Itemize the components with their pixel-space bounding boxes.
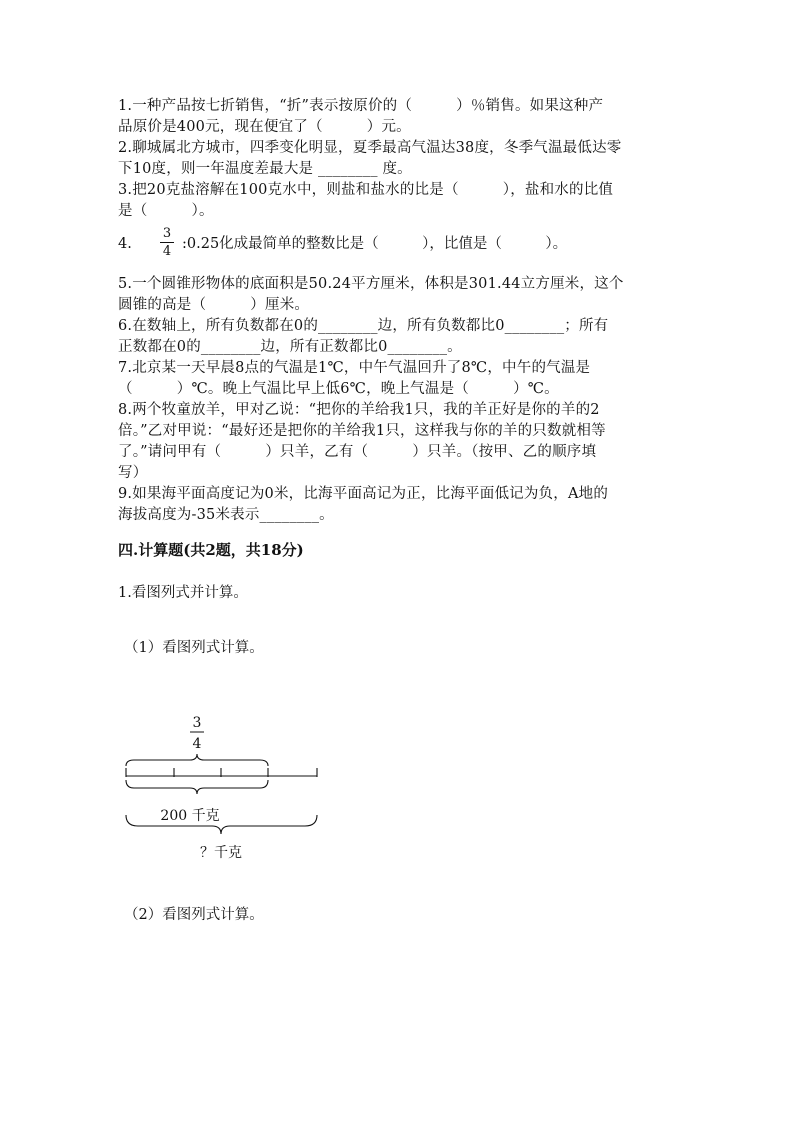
- question-4-fraction-denominator: 4: [162, 244, 172, 259]
- question-4-fraction-numerator: 3: [162, 226, 172, 241]
- question-2-line-1: 2.聊城属北方城市，四季变化明显，夏季最高气温达38度，冬季气温最低达零: [118, 140, 622, 156]
- diagram-fraction-denominator: 4: [192, 736, 202, 752]
- subquestion-2-label: （2）看图列式计算。: [124, 907, 264, 923]
- top-brace: [126, 754, 268, 766]
- known-weight-label: 200 千克: [160, 808, 220, 824]
- question-8-line-2: 倍。”乙对甲说：“最好还是把你的羊给我1只，这样我与你的羊的只数就相等: [118, 423, 606, 439]
- question-9-line-1: 9.如果海平面高度记为0米，比海平面高记为正，比海平面低记为负，A地的: [118, 486, 609, 502]
- question-8-line-1: 8.两个牧童放羊，甲对乙说：“把你的羊给我1只，我的羊正好是你的羊的2: [118, 402, 600, 418]
- subquestion-1-label: （1）看图列式计算。: [124, 640, 264, 656]
- diagram-fraction-numerator: 3: [192, 715, 202, 731]
- question-4-text: :0.25化成最简单的整数比是（ ），比值是（ ）。: [182, 236, 568, 252]
- question-3-line-1: 3.把20克盐溶解在100克水中，则盐和盐水的比是（ ），盐和水的比值: [118, 182, 614, 198]
- question-6-line-2: 正数都在0的________边，所有正数都比0________。: [118, 339, 462, 355]
- question-5-line-1: 5.一个圆锥形物体的底面积是50.24平方厘米，体积是301.44立方厘米，这个: [118, 276, 624, 292]
- bottom-brace: [126, 815, 317, 834]
- question-8-line-3: 了。”请问甲有（ ）只羊，乙有（ ）只羊。（按甲、乙的顺序填: [118, 444, 597, 460]
- question-3-line-2: 是（ ）。: [118, 203, 214, 219]
- question-2-line-2: 下10度，则一年温度差最大是 ________ 度。: [118, 161, 412, 177]
- question-4-number: 4.: [118, 236, 132, 252]
- question-1-line-1: 1.一种产品按七折销售，“折”表示按原价的（ ）％销售。如果这种产: [118, 98, 604, 114]
- question-6-line-1: 6.在数轴上，所有负数都在0的________边，所有负数都比0________；所有: [118, 318, 609, 334]
- question-8-line-4: 写）: [118, 465, 148, 481]
- section-4-intro: 1.看图列式并计算。: [118, 585, 248, 601]
- question-9-line-2: 海拔高度为-35米表示________。: [118, 507, 334, 523]
- middle-brace: [126, 780, 268, 794]
- question-1-line-2: 品原价是400元，现在便宜了（ ）元。: [118, 119, 411, 135]
- unknown-weight-label: ？千克: [200, 845, 242, 861]
- question-5-line-2: 圆锥的高是（ ）厘米。: [118, 297, 310, 313]
- section-4-heading: 四.计算题(共2题，共18分): [118, 541, 304, 559]
- question-7-line-1: 7.北京某一天早晨8点的气温是1℃，中午气温回升了8℃，中午的气温是: [118, 360, 591, 376]
- question-7-line-2: （ ）℃。晚上气温比早上低6℃，晚上气温是（ ）℃。: [118, 381, 559, 397]
